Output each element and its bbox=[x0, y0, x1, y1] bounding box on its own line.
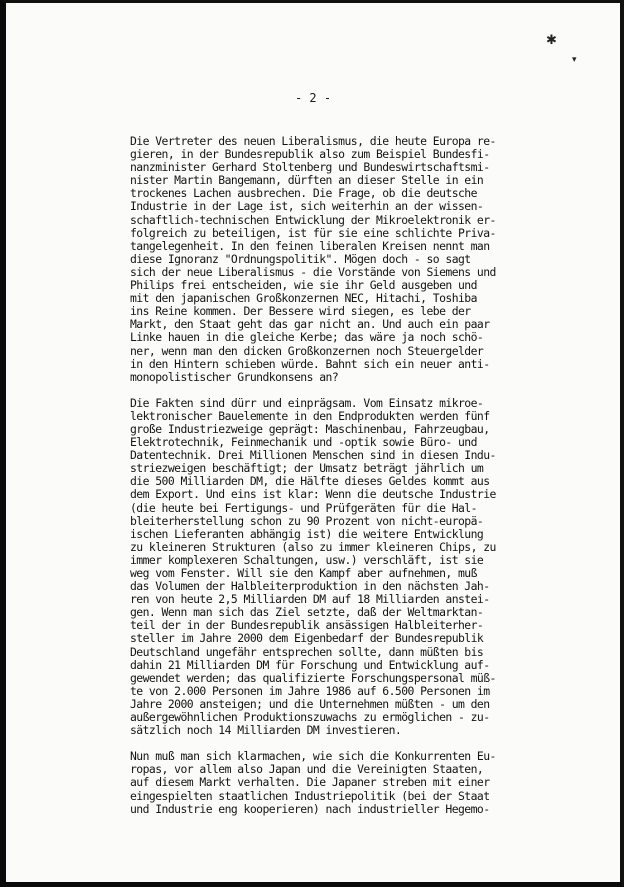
text-line: außergewöhnlichen Produktionszuwachs zu ermöglichen - zu- bbox=[130, 710, 490, 725]
text-line: zu kleineren Strukturen (also zu immer kleineren Chips, zu bbox=[130, 539, 496, 554]
text-line: tangelegenheit. In den feinen liberalen Kreisen nennt man bbox=[130, 238, 490, 253]
text-line: Linke hauen in die gleiche Kerbe; das wäre ja noch schö- bbox=[130, 330, 484, 345]
text-line: ischen Lieferanten abhängig ist) die weitere Entwicklung bbox=[130, 526, 484, 541]
text-line: monopolistischer Grundkonsens an? bbox=[130, 369, 339, 384]
text-line: auf diesem Markt verhalten. Die Japaner streben mit einer bbox=[130, 775, 490, 790]
text-line: (die heute bei Fertigungs- und Prüfgeräten für die Hal- bbox=[130, 500, 477, 515]
text-line: ins Reine kommen. Der Bessere wird siegen, es lebe der bbox=[130, 304, 471, 319]
margin-mark-star: ✱ bbox=[546, 33, 557, 48]
text-line: bleiterherstellung schon zu 90 Prozent von nicht-europä- bbox=[130, 513, 484, 528]
text-line: Die Vertreter des neuen Liberalismus, die heute Europa re- bbox=[130, 134, 496, 148]
text-line: schaftlich-technischen Entwicklung der Mikroelektronik er- bbox=[130, 212, 496, 227]
text-line: Datentechnik. Drei Millionen Menschen sind in diesen Indu- bbox=[130, 448, 496, 463]
text-line: ren von heute 2,5 Milliarden DM auf 18 Milliarden anstei- bbox=[130, 592, 490, 607]
text-line: Die Fakten sind dürr und einprägsam. Vom Einsatz mikroe- bbox=[130, 395, 484, 410]
text-line: Deutschland ungefähr entsprechen sollte, dann müßten bis bbox=[130, 644, 484, 659]
text-line: dahin 21 Milliarden DM für Forschung und Entwicklung auf- bbox=[130, 657, 490, 672]
text-line: und Industrie eng kooperieren) nach industrieller Hegemo- bbox=[130, 801, 490, 816]
text-line: striezweigen beschäftigt; der Umsatz beträgt jährlich um bbox=[130, 461, 484, 476]
text-line: diese Ignoranz "Ordnungspolitik". Mögen doch - so sagt bbox=[130, 251, 471, 266]
text-line: eingespielten staatlichen Industriepolitik (bei der Staat bbox=[130, 788, 490, 803]
text-line: Elektrotechnik, Feinmechanik und -optik sowie Büro- und bbox=[130, 435, 477, 450]
text-line: ner, wenn man den dicken Großkonzernen noch Steuergelder bbox=[130, 343, 484, 358]
text-line: sich der neue Liberalismus - die Vorstände von Siemens und bbox=[130, 264, 496, 279]
text-line: gen. Wenn man sich das Ziel setzte, daß der Weltmarktan- bbox=[130, 605, 484, 620]
text-line: Industrie in der Lage ist, sich weiterhin an der wissen- bbox=[130, 199, 484, 214]
text-line: lektronischer Bauelemente in den Endprodukten werden fünf bbox=[130, 408, 490, 423]
text-line: in den Hintern schieben würde. Bahnt sich ein neuer anti- bbox=[130, 356, 490, 371]
text-line: die 500 Milliarden DM, die Hälfte dieses Geldes kommt aus bbox=[130, 474, 490, 489]
text-line: große Industriezweige geprägt: Maschinenbau, Fahrzeugbau, bbox=[130, 421, 490, 436]
text-line: Philips frei entscheiden, wie sie ihr Geld ausgeben und bbox=[130, 278, 477, 293]
text-line: nanzminister Gerhard Stoltenberg und Bundeswirtschaftsmi- bbox=[130, 160, 490, 175]
text-line: gieren, in der Bundesrepublik also zum Beispiel Bundesfi- bbox=[130, 147, 490, 162]
text-line: dem Export. Und eins ist klar: Wenn die deutsche Industrie bbox=[130, 487, 496, 502]
text-line: das Volumen der Halbleiterproduktion in den nächsten Jah- bbox=[130, 579, 490, 594]
page-number: - 2 - bbox=[294, 91, 332, 105]
text-line: teil der in der Bundesrepublik ansässigen Halbleiterher- bbox=[130, 618, 484, 633]
text-line: trockenes Lachen ausbrechen. Die Frage, ob die deutsche bbox=[130, 186, 477, 201]
text-line: mit den japanischen Großkonzernen NEC, Hitachi, Toshiba bbox=[130, 291, 477, 306]
text-line: Jahre 2000 ansteigen; und die Unternehmen müßten - um den bbox=[130, 696, 490, 711]
text-line: nister Martin Bangemann, dürften an dieser Stelle in ein bbox=[130, 173, 484, 188]
text-line: ropas, vor allem also Japan und die Vereinigten Staaten, bbox=[130, 762, 484, 777]
margin-mark-dot: ▾ bbox=[572, 55, 577, 65]
text-line: weg vom Fenster. Will sie den Kampf aber aufnehmen, muß bbox=[130, 566, 477, 580]
body-text bbox=[130, 135, 550, 829]
paragraph-3 bbox=[130, 750, 550, 815]
paragraph-2 bbox=[130, 397, 550, 737]
paragraph-1 bbox=[130, 135, 550, 384]
text-line: sätzlich noch 14 Milliarden DM investieren. bbox=[130, 723, 402, 738]
text-line: folgreich zu beteiligen, ist für sie eine schlichte Priva- bbox=[130, 225, 496, 240]
text-line: gewendet werden; das qualifizierte Forschungspersonal müß- bbox=[130, 670, 496, 685]
text-line: te von 2.000 Personen im Jahre 1986 auf 6.500 Personen im bbox=[130, 683, 490, 698]
text-line: steller im Jahre 2000 dem Eigenbedarf der Bundesrepublik bbox=[130, 631, 484, 646]
text-line: Markt, den Staat geht das gar nicht an. Und auch ein paar bbox=[130, 317, 490, 332]
document-page bbox=[6, 3, 620, 882]
text-line: Nun muß man sich klarmachen, wie sich die Konkurrenten Eu- bbox=[130, 749, 496, 764]
text-line: immer komplexeren Schaltungen, usw.) verschläft, ist sie bbox=[130, 552, 484, 567]
